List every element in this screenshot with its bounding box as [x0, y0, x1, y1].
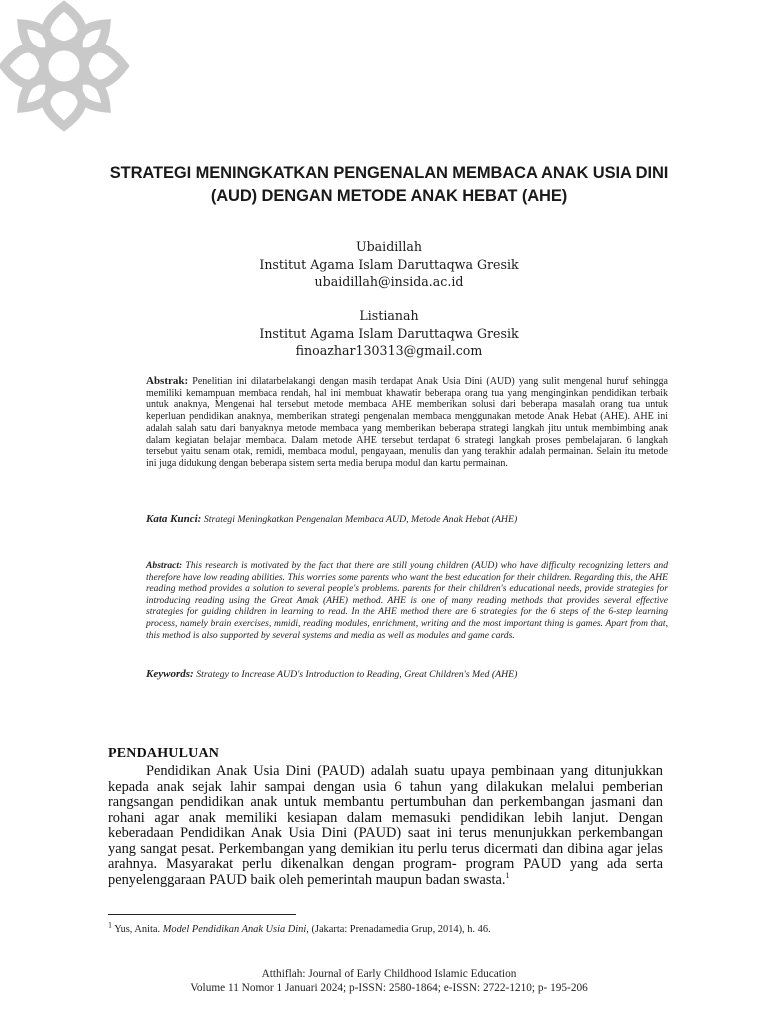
footnote-post: (Jakarta: Prenadamedia Grup, 2014), h. 46. — [308, 924, 491, 935]
author-block-1 — [180, 238, 598, 291]
kata-kunci-text: Strategi Meningkatkan Pengenalan Membaca AUD, Metode Anak Hebat (AHE) — [203, 514, 518, 525]
author-institution: Institut Agama Islam Daruttaqwa Gresik — [259, 325, 519, 341]
abstract-paragraph — [146, 560, 668, 641]
abstrak-text: Penelitian ini dilatarbelakangi dengan masih terdapat Anak Usia Dini (AUD) yang sulit mengenal huruf sehingga memiliki kemampuan membaca rendah, hal ini membuat khawatir beberapa orang tua yang menginginkan pendidikan terbaik untuk anaknya, Mengenai hal tersebut metode membaca AHE memberikan solusi dari beberapa masalah orang tua untuk keperluan pendidikan anaknya, memberikan strategi pengenalan membaca menggunakan metode Anak Hebat (AHE). AHE ini adalah salah satu dari banyaknya metode membaca yang memberikan beberapa strategi langkah jitu untuk membimbing anak dalam kegiatan belajar membaca. Dalam metode AHE tersebut terdapat 6 strategi langkah proses pembelajaran. 6 langkah tersebut yaitu senam otak, remidi, membaca modul, pengayaan, menulis dan yang terakhir adalah permainan. Selain itu metode ini juga didukung dengan beberapa sistem serta media berupa modul dan kartu permainan. — [146, 376, 668, 469]
footnote-divider — [108, 914, 296, 915]
body-paragraph-text: Pendidikan Anak Usia Dini (PAUD) adalah suatu upaya pembinaan yang ditunjukkan kepada anak sejak lahir sampai dengan usia 6 tahun yang dilakukan melalui pemberian rangsangan pendidikan anak untuk membantu pertumbuhan dan perkembangan jasmani dan rohani agar anak memiliki kesiapan dalam memasuki pendidikan lebih lanjut. Dengan keberadaan Pendidikan Anak Usia Dini (PAUD) saat ini terus menunjukkan perkembangan yang sangat pesat. Perkembangan yang demikian itu perlu terus dicermati dan dibina agar jelas arahnya. Masyarakat perlu dikenalkan dengan program- program PAUD yang ada serta penyelenggaraan PAUD baik oleh pemerintah maupun badan swasta. — [108, 763, 663, 888]
footnote — [108, 920, 491, 935]
paper-title-line-2: (AUD) DENGAN METODE ANAK HEBAT (AHE) — [210, 187, 568, 205]
kata-kunci-label: Kata Kunci: — [146, 513, 202, 525]
author-institution: Institut Agama Islam Daruttaqwa Gresik — [259, 256, 519, 272]
section-heading: PENDAHULUAN — [108, 746, 220, 761]
footnote-number: 1 — [108, 920, 112, 930]
paper-title-line-1: STRATEGI MENINGKATKAN PENGENALAN MEMBACA ANAK USIA DINI — [109, 164, 669, 182]
kata-kunci-line — [146, 513, 706, 525]
paper-title — [100, 162, 678, 208]
keywords-label: Keywords: — [146, 668, 194, 680]
footnote-title: Model Pendidikan Anak Usia Dini, — [162, 924, 309, 935]
author-email: finoazhar130313@gmail.com — [295, 343, 483, 358]
author-email: ubaidillah@insida.ac.id — [314, 274, 464, 289]
abstract-text: This research is motivated by the fact that there are still young children (AUD) who have difficulty recognizing letters and therefore have low reading abilities. This worries some parents who want the best education for their children. Regarding this, the AHE reading method provides a solution to several people's problems. parents for their children's educational needs, provide strategies for introducing reading using the Great Amak (AHE) method. AHE is one of many reading methods that provides several effective strategies for guiding children in learning to read. In the AHE method there are 6 strategies for the 6 steps of the 6-step learning process, namely brain exercises, mmidi, reading modules, enrichment, writing and the most important thing is games. Apart from that, this method is also supported by several systems and media as well as modules and game cards. — [146, 560, 668, 641]
footnote-pre: Yus, Anita. — [114, 924, 163, 935]
abstrak-label: Abstrak: — [146, 375, 189, 387]
author-block-2 — [180, 307, 598, 360]
abstrak-paragraph — [146, 376, 668, 470]
abstract-label: Abstract: — [146, 560, 183, 571]
journal-footer — [150, 968, 628, 995]
keywords-text: Strategy to Increase AUD's Introduction to Reading, Great Children's Med (AHE) — [196, 669, 518, 680]
keywords-line — [146, 668, 706, 680]
journal-name: Atthiflah: Journal of Early Childhood Islamic Education — [261, 968, 517, 980]
footnote-reference[interactable]: 1 — [505, 870, 510, 880]
body-paragraph — [108, 764, 663, 888]
author-name: Listianah — [359, 308, 419, 323]
mandala-ornament-icon — [0, 0, 144, 162]
journal-volume: Volume 11 Nomor 1 Januari 2024; p-ISSN: 2580-1864; e-ISSN: 2722-1210; p- 195-206 — [190, 981, 588, 994]
author-name: Ubaidillah — [356, 239, 422, 254]
